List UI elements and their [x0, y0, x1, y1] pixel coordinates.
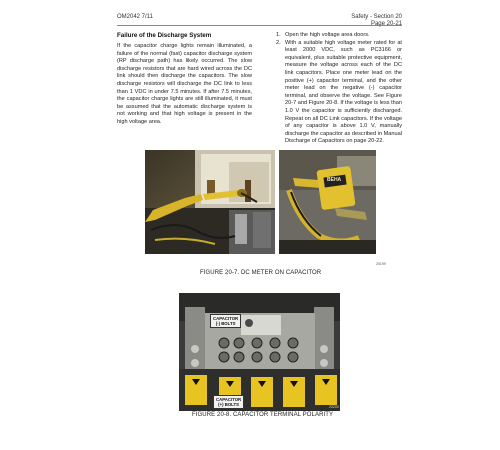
capacitor-negative-label: [210, 314, 241, 328]
label-line: (+) BOLTS: [218, 402, 239, 407]
step-text: Open the high voltage area doors.: [285, 32, 370, 38]
label-line: CAPACITOR: [213, 316, 239, 321]
figure-id: 20199: [376, 262, 386, 266]
photo-capacitor-panel: [179, 293, 340, 411]
photo-meter-right: [279, 150, 376, 254]
body-paragraph: If the capacitor charge lights remain illuminated, a failure of the normal (fast) capacitor discharge system (RP discharge path) has likely occurred. The slow discharge resistors that are hard wired across the DC link should then discharge the capacitors. The slow discharge resistors will discharge the DC link to less than 1 VDC in under 7.5 minutes. If after 7.5 minutes, the capacitor charge lights are still illuminated, it must be assumed that the automatic discharge system is not working and that high voltage is present in the high voltage area.: [117, 43, 252, 125]
step-text: With a suitable high voltage meter rated for at least 2000 VDC, such as PC3166 or equivalent, plus suitable protective equipment, measure the voltage across each of the DC link capacitors. Place one meter lead on the positive (+) capacitor terminal, and the other meter lead on the negative (-) capacitor terminal, and observe the voltage. See Figure 20-7 and Figure 20-8. If the voltage is less than 1.0 V the capacitor is sufficiently discharged. Repeat on all DC Link capacitors. If the voltage of any capacitor is above 1.0 V, manually discharge the capacitor as described in Manual Discharge of Capacitors on page 20-22.: [285, 39, 402, 145]
section-heading: Failure of the Discharge System: [117, 32, 212, 39]
section-title: Safety - Section 20: [351, 14, 402, 20]
step-number: 2.: [276, 39, 281, 46]
label-line: (-) BOLTS: [215, 321, 236, 326]
page-number: Page 20-21: [370, 21, 402, 27]
document-id: OM2042 7/11: [117, 14, 153, 20]
step-number: 1.: [276, 32, 281, 38]
capacitor-positive-label: [213, 395, 244, 409]
meter-brand-label: BEHA: [327, 177, 342, 183]
step-item: [276, 32, 402, 40]
header-rule: [117, 25, 402, 26]
figure-caption: FIGURE 20-8. CAPACITOR TERMINAL POLARITY: [192, 412, 334, 418]
photo-meter-left: [145, 150, 275, 254]
step-item: [276, 40, 402, 146]
figure-caption: FIGURE 20-7. DC METER ON CAPACITOR: [200, 270, 322, 276]
procedure-steps: [276, 32, 402, 146]
figure-id: 20200: [329, 405, 339, 409]
label-line: CAPACITOR: [216, 397, 242, 402]
